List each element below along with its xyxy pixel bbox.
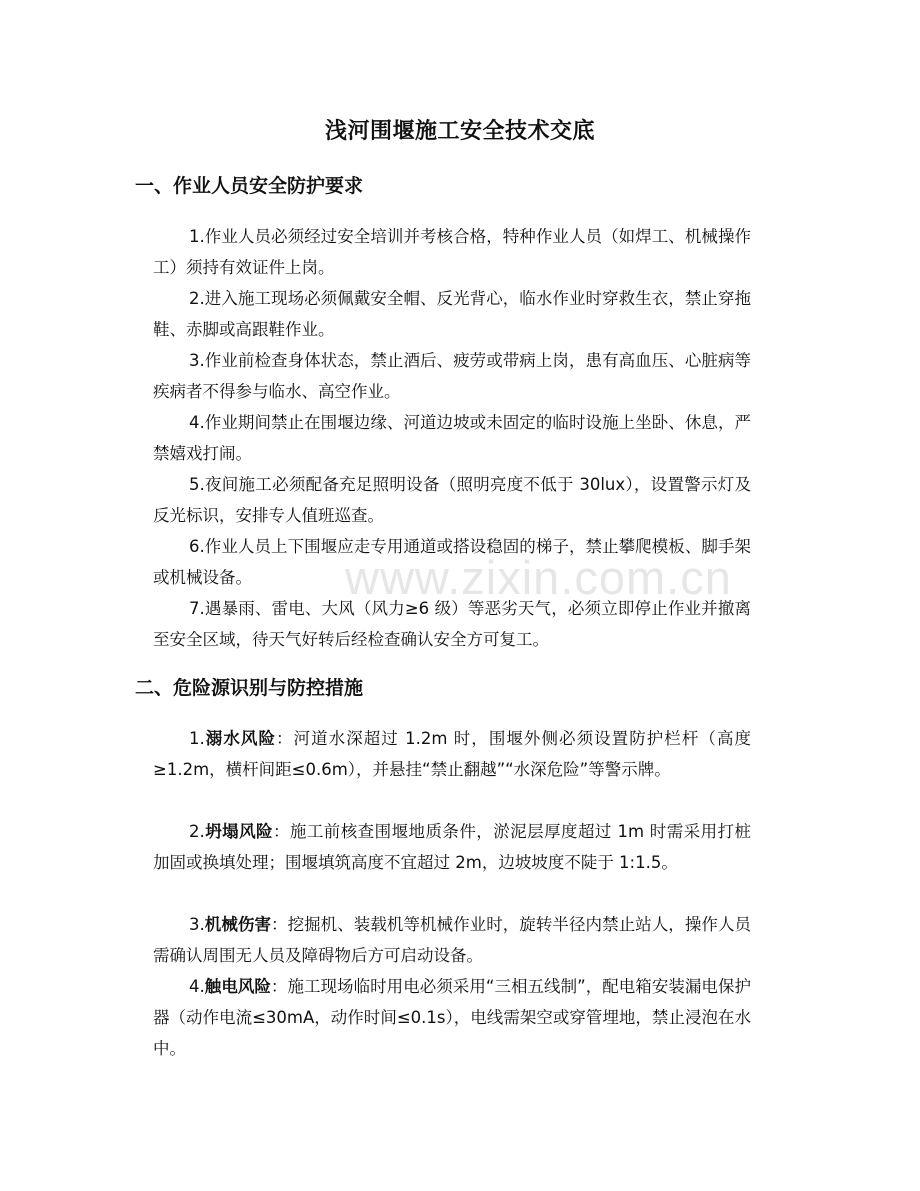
item-text: ：施工现场临时用电必须采用“三相五线制”，配电箱安装漏电保护器（动作电流≤30mA，动作时间≤0.1s），电线需架空或穿管埋地，禁止浸泡在水中。 [153,977,751,1058]
item-keyword: 坍塌风险 [204,822,273,841]
paragraph [153,909,751,971]
item-text: 进入施工现场必须佩戴安全帽、反光背心，临水作业时穿救生衣，禁止穿拖鞋、赤脚或高跟鞋作业。 [153,289,751,339]
item-text: 作业人员上下围堰应走专用通道或搭设稳固的梯子，禁止攀爬模板、脚手架或机械设备。 [153,537,751,587]
item-number: 2. [189,289,205,308]
item-keyword: 机械伤害 [204,915,272,934]
paragraph [153,407,751,469]
paragraph [153,469,751,531]
item-number: 3. [189,351,205,370]
paragraph [153,345,751,407]
item-text: 遇暴雨、雷电、大风（风力≥6 级）等恶劣天气，必须立即停止作业并撤离至安全区域，待天气好转后经检查确认安全方可复工。 [153,599,751,649]
item-keyword: 溺水风险 [204,729,276,748]
paragraph [153,593,751,655]
item-number: 7. [189,599,205,618]
item-text: 作业前检查身体状态，禁止酒后、疲劳或带病上岗，患有高血压、心脏病等疾病者不得参与临水、高空作业。 [153,351,751,401]
paragraph [153,816,751,878]
item-number: 4. [189,413,205,432]
section-heading-1: 一、作业人员安全防护要求 [135,175,364,197]
item-number: 1. [189,227,205,246]
item-number: 2. [189,822,205,841]
item-number: 1. [189,729,205,748]
section-heading-2: 二、危险源识别与防控措施 [135,677,364,699]
item-text: ：挖掘机、装载机等机械作业时，旋转半径内禁止站人，操作人员需确认周围无人员及障碍物后方可启动设备。 [153,915,752,965]
paragraph [153,971,751,1064]
document-title: 浅河围堰施工安全技术交底 [324,119,595,144]
paragraph [153,221,751,283]
item-text: ：施工前核查围堰地质条件，淤泥层厚度超过 1m 时需采用打桩加固或换填处理；围堰填筑高度不宜超过 2m，边坡坡度不陡于 1:1.5。 [153,822,751,872]
item-text: 作业人员必须经过安全培训并考核合格，特种作业人员（如焊工、机械操作工）须持有效证件上岗。 [153,227,751,277]
item-number: 4. [189,977,205,996]
item-text: 作业期间禁止在围堰边缘、河道边坡或未固定的临时设施上坐卧、休息，严禁嬉戏打闹。 [153,413,751,463]
item-text: 夜间施工必须配备充足照明设备（照明亮度不低于 30lux），设置警示灯及反光标识，安排专人值班巡查。 [153,475,751,525]
item-keyword: 触电风险 [204,977,271,996]
watermark: www.zixin.com.cn [345,551,732,604]
item-text: ：河道水深超过 1.2m 时，围堰外侧必须设置防护栏杆（高度≥1.2m，横杆间距≤0.6m），并悬挂“禁止翻越”“水深危险”等警示牌。 [153,729,752,779]
paragraph [153,283,751,345]
paragraph [153,531,751,593]
item-number: 5. [189,475,205,494]
item-number: 3. [189,915,205,934]
item-number: 6. [189,537,205,556]
paragraph [153,723,751,785]
